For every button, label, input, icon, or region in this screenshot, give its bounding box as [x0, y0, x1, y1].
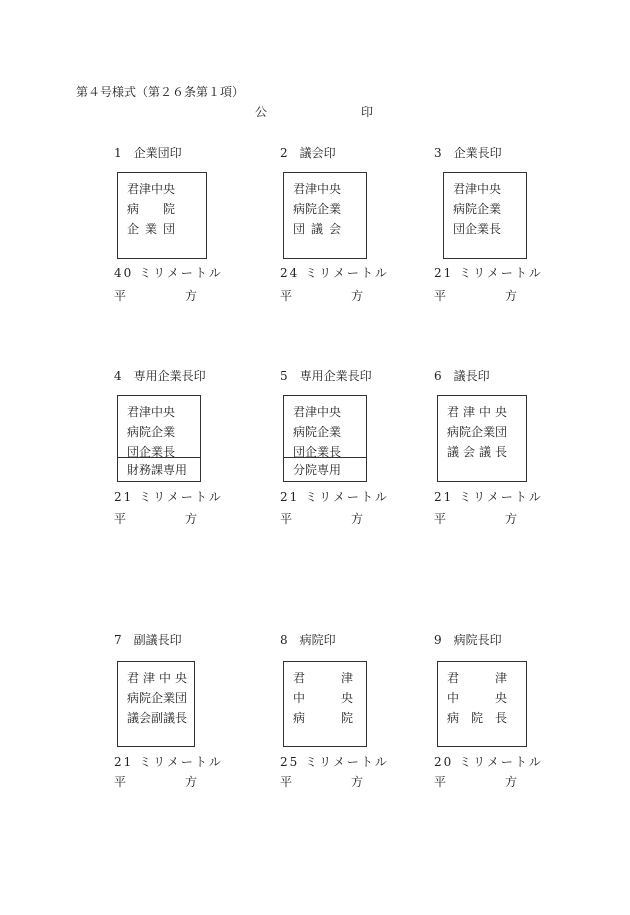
- seal-label: 8 病院印: [280, 633, 336, 647]
- seal-label: 6 議長印: [434, 369, 490, 383]
- seal-square-label: [114, 775, 197, 789]
- seal-text-line: 病 院: [293, 711, 353, 725]
- seal-text-line: 団企業長: [293, 445, 342, 459]
- seal-text-line: 団企業長: [453, 222, 502, 236]
- seal-square-label: [434, 775, 517, 789]
- seal-text-line: 病院企業: [127, 425, 176, 439]
- square-char-1: 平: [434, 775, 447, 789]
- seal-impression-box: [443, 172, 527, 259]
- seal-text-line: 議会議長: [447, 445, 507, 459]
- seal-label: 9 病院長印: [434, 633, 502, 647]
- square-char-2: 方: [504, 512, 517, 526]
- seal-size: 21 ミリメートル: [280, 490, 389, 504]
- heading-right: 印: [361, 105, 374, 119]
- square-char-1: 平: [280, 775, 293, 789]
- square-char-1: 平: [114, 512, 127, 526]
- seal-size: 21 ミリメートル: [114, 490, 223, 504]
- seal-text-line: 君 津: [447, 671, 507, 685]
- heading-left: 公: [255, 105, 268, 119]
- seal-label: 7 副議長印: [114, 633, 182, 647]
- seal-label: 4 専用企業長印: [114, 369, 206, 383]
- seal-text-line: 君津中央: [127, 671, 187, 685]
- seal-divider: [118, 457, 200, 458]
- seal-impression-box: [283, 395, 367, 482]
- square-char-2: 方: [184, 775, 197, 789]
- seal-size: 21 ミリメートル: [434, 490, 543, 504]
- seal-text-line: 病院企業: [293, 425, 342, 439]
- square-char-2: 方: [504, 775, 517, 789]
- seal-square-label: [280, 775, 363, 789]
- form-title: 第４号様式（第２６条第１項）: [76, 85, 245, 99]
- seal-impression-box: [117, 172, 207, 259]
- seal-text-line: 君津中央: [453, 182, 502, 196]
- seal-text-line: 君津中央: [447, 405, 507, 419]
- seal-size: 40 ミリメートル: [114, 266, 223, 280]
- square-char-1: 平: [114, 289, 127, 303]
- seal-label: 3 企業長印: [434, 146, 502, 160]
- seal-text-line: 病院企業団: [447, 425, 508, 439]
- seal-square-label: [434, 512, 517, 526]
- square-char-2: 方: [184, 512, 197, 526]
- seal-size: 21 ミリメートル: [114, 755, 223, 769]
- square-char-1: 平: [434, 289, 447, 303]
- seal-text-line: 君津中央: [127, 182, 176, 196]
- seal-impression-box: [117, 661, 195, 747]
- seal-text-line: 君 津: [293, 671, 353, 685]
- square-char-1: 平: [280, 512, 293, 526]
- seal-label: 2 議会印: [280, 146, 336, 160]
- seal-text-line: 君津中央: [293, 405, 342, 419]
- seal-impression-box: [283, 172, 367, 259]
- seal-text-line: 病 院: [127, 202, 175, 216]
- seal-text-line: 君津中央: [293, 182, 342, 196]
- seal-size: 25 ミリメートル: [280, 755, 389, 769]
- square-char-1: 平: [434, 512, 447, 526]
- seal-impression-box: [437, 395, 527, 482]
- seal-size: 20 ミリメートル: [434, 755, 543, 769]
- seal-text-line: 病院企業: [293, 202, 342, 216]
- seal-label: 5 専用企業長印: [280, 369, 372, 383]
- seal-square-label: [114, 512, 197, 526]
- square-char-1: 平: [280, 289, 293, 303]
- seal-text-line: 君津中央: [127, 405, 176, 419]
- seal-square-label: [114, 289, 197, 303]
- seal-size: 24 ミリメートル: [280, 266, 389, 280]
- square-char-2: 方: [350, 289, 363, 303]
- seal-divider: [284, 457, 366, 458]
- seal-text-line: 病院長: [447, 711, 507, 725]
- square-char-2: 方: [350, 775, 363, 789]
- seal-text-line: 中 央: [447, 691, 507, 705]
- seal-square-label: [280, 289, 363, 303]
- seal-label: 1 企業団印: [114, 146, 182, 160]
- square-char-2: 方: [350, 512, 363, 526]
- square-char-2: 方: [184, 289, 197, 303]
- seal-text-line: 病院企業: [453, 202, 502, 216]
- seal-subtext: 分院専用: [293, 463, 342, 477]
- seal-square-label: [280, 512, 363, 526]
- seal-text-line: 団企業長: [127, 445, 176, 459]
- seal-impression-box: [283, 661, 367, 747]
- seal-impression-box: [117, 395, 201, 482]
- square-char-1: 平: [114, 775, 127, 789]
- seal-text-line: 団議会: [293, 222, 341, 236]
- seal-size: 21 ミリメートル: [434, 266, 543, 280]
- seal-text-line: 企業団: [127, 222, 175, 236]
- seal-impression-box: [437, 661, 527, 747]
- square-char-2: 方: [504, 289, 517, 303]
- seal-text-line: 病院企業団: [127, 691, 188, 705]
- seal-subtext: 財務課専用: [127, 463, 188, 477]
- seal-text-line: 中 央: [293, 691, 353, 705]
- seal-text-line: 議会副議長: [127, 711, 188, 725]
- seal-square-label: [434, 289, 517, 303]
